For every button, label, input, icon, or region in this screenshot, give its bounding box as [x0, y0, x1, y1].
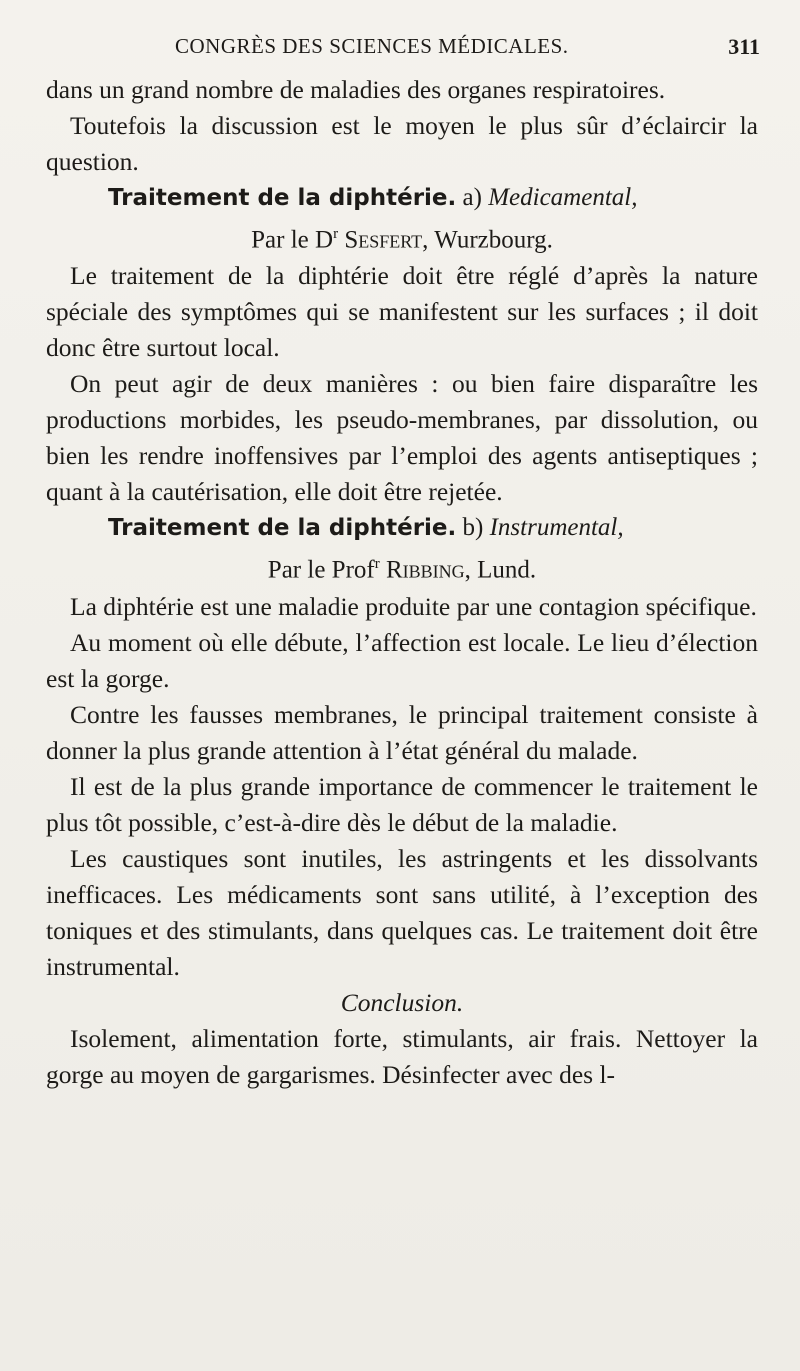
heading-title: Traitement de la diphtérie.: [108, 185, 457, 211]
paragraph: dans un grand nombre de maladies des organes respiratoires.: [46, 75, 666, 104]
byline-prefix: Par le Prof: [267, 556, 375, 584]
byline-sup: r: [374, 556, 380, 573]
running-title: CONGRÈS DES SCIENCES MÉDICALES.: [175, 34, 569, 58]
body-text: [46, 72, 758, 1093]
author-name: Ribbing,: [385, 556, 471, 584]
heading-title: Traitement de la diphtérie.: [108, 515, 457, 542]
author-place: Wurzbourg.: [434, 226, 553, 254]
page-header: [45, 30, 760, 70]
paragraph: La diphtérie est une maladie produite par une contagion spécifique.: [70, 591, 757, 621]
heading-subtitle: Instrumental,: [489, 514, 624, 542]
paragraph: On peut agir de deux manières : ou bien faire disparaître les productions morbides, les pseudo-membranes, par dissolution, ou bien les rendre inoffensives par l’emploi des agents antiseptiques ; quant à la cautérisation, elle doit être rejetée.: [46, 369, 758, 507]
heading-subtitle: Medicamental,: [488, 184, 638, 211]
paragraph: Contre les fausses membranes, le principal traitement consiste à donner la plus grande attention à l’état général du malade.: [46, 699, 758, 765]
heading-letter: b): [462, 514, 484, 542]
section-heading: [46, 180, 758, 216]
paragraph: Les caustiques sont inutiles, les astringents et les dissolvants inefficaces. Les médicaments sont sans utilité, à l’exception des toniques et des stimulants, dans quelques cas. Le traitement doit être instrumental.: [46, 843, 758, 981]
paragraph: Il est de la plus grande importance de commencer le traitement le plus tôt possible, c’est-à-dire dès le début de la maladie.: [46, 771, 758, 837]
conclusion-heading: Conclusion.: [340, 987, 464, 1017]
author-byline: [46, 216, 758, 258]
paragraph: Toutefois la discussion est le moyen le plus sûr d’éclaircir la question.: [46, 111, 758, 176]
author-byline: [46, 546, 758, 588]
paragraph: Le traitement de la diphtérie doit être réglé d’après la nature spéciale des symptômes qui se manifestent sur les surfaces ; il doit donc être surtout local.: [46, 261, 758, 363]
author-name: Sesfert,: [344, 226, 429, 254]
byline-sup: r: [333, 226, 339, 242]
page-number: 311: [728, 34, 760, 59]
byline-prefix: Par le D: [251, 226, 334, 254]
paragraph: Isolement, alimentation forte, stimulants, air frais. Nettoyer la gorge au moyen de gargarismes. Désinfecter avec des l-: [46, 1023, 758, 1089]
section-heading: [46, 510, 758, 546]
paragraph: Au moment où elle débute, l’affection est locale. Le lieu d’élection est la gorge.: [46, 627, 758, 693]
author-place: Lund.: [477, 556, 537, 584]
heading-letter: a): [462, 184, 482, 211]
